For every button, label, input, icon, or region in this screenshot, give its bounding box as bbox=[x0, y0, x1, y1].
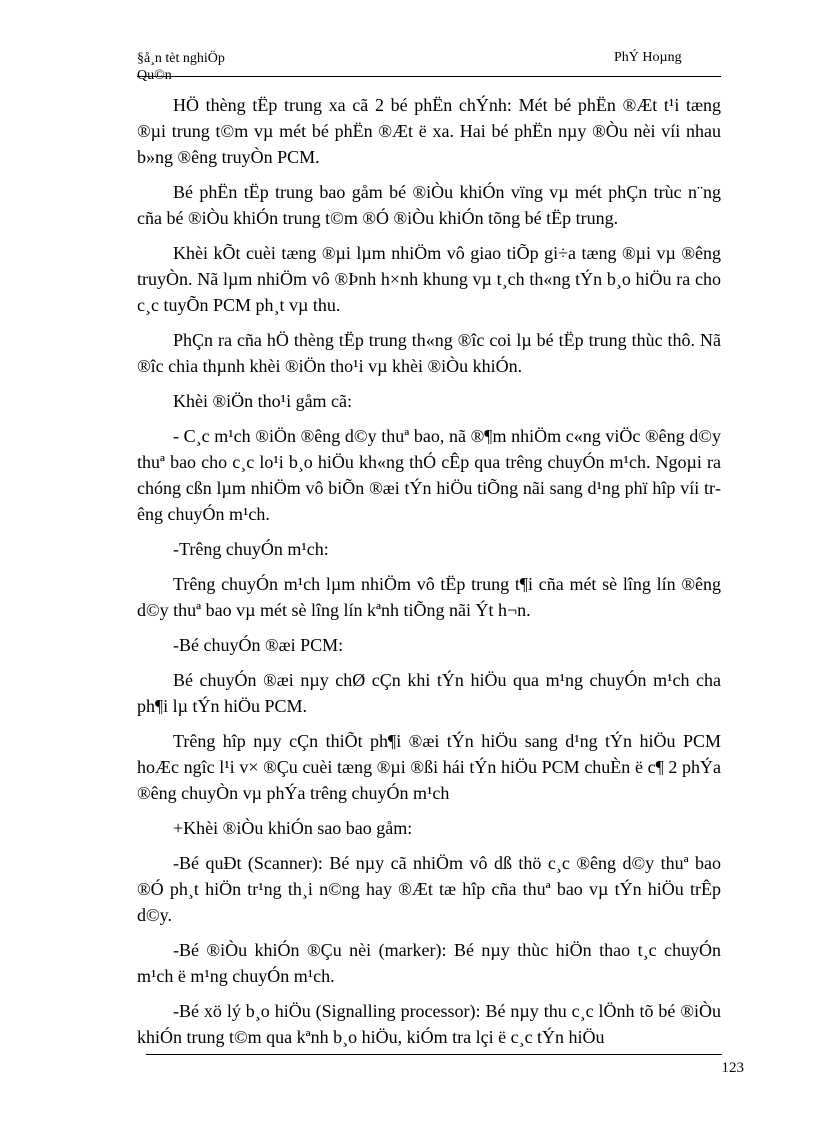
paragraph: -Bé chuyÓn ®æi PCM: bbox=[173, 635, 344, 655]
paragraph: - C¸c m¹ch ®iÖn ®êng d©y thuª bao, nã ®¶m nhiÖm c«ng viÖc ®êng d©y thuª bao cho c¸c lo¹i b¸o hiÖu kh«ng thÓ cÊp qua trêng chuyÓn m¹ch. Ngoµi ra chóng cßn lµm nhiÖm vô biÕn ®æi tÝn hiÖu tiÕng nãi sang d¹ng phï hîp víi trêng chuyÓn m¹ch. bbox=[137, 426, 721, 524]
body-text bbox=[137, 92, 721, 1059]
paragraph: -Trêng chuyÓn m¹ch: bbox=[173, 539, 329, 559]
paragraph: Bé phËn tËp trung bao gåm bé ®iÒu khiÓn vïng vµ mét phÇn trùc n¨ng cña bé ®iÒu khiÓn trung t©m ®Ó ®iÒu khiÓn tõng bé tËp trung. bbox=[137, 182, 721, 228]
paragraph: -Bé ®iÒu khiÓn ®Çu nèi (marker): Bé nµy thùc hiÖn thao t¸c chuyÓn m¹ch ë m¹ng chuyÓn m¹ch. bbox=[137, 940, 721, 986]
paragraph: Trêng chuyÓn m¹ch lµm nhiÖm vô tËp trung t¶i cña mét sè lîng lín ®êng d©y thuª bao vµ mét sè lîng lín kªnh tiÕng nãi Ýt h¬n. bbox=[137, 574, 721, 620]
header-author: PhÝ Hoµng bbox=[614, 50, 682, 65]
footer-divider bbox=[146, 1054, 722, 1055]
header-left bbox=[137, 50, 225, 84]
header-subtitle: Qu©n bbox=[137, 68, 172, 83]
paragraph: Khèi ®iÖn tho¹i gåm cã: bbox=[173, 391, 353, 411]
paragraph: +Khèi ®iÒu khiÓn sao bao gåm: bbox=[173, 818, 413, 838]
paragraph: HÖ thèng tËp trung xa cã 2 bé phËn chÝnh: Mét bé phËn ®Æt t¹i tæng ®µi trung t©m vµ mét bé phËn ®Æt ë xa. Hai bé phËn nµy ®Òu nèi víi nhau b»ng ®êng truyÒn PCM. bbox=[137, 95, 721, 167]
page-number: 123 bbox=[721, 1060, 744, 1076]
paragraph: Bé chuyÓn ®æi nµy chØ cÇn khi tÝn hiÖu qua m¹ng chuyÓn m¹ch cha ph¶i lµ tÝn hiÖu PCM. bbox=[137, 670, 721, 716]
header-divider bbox=[137, 76, 721, 77]
paragraph: PhÇn ra cña hÖ thèng tËp trung th«ng ®îc coi lµ bé tËp trung thùc thô. Nã ®îc chia thµnh khèi ®iÖn tho¹i vµ khèi ®iÒu khiÓn. bbox=[137, 330, 721, 376]
paragraph: Trêng hîp nµy cÇn thiÕt ph¶i ®æi tÝn hiÖu sang d¹ng tÝn hiÖu PCM hoÆc ngîc l¹i v× ®Çu cuèi tæng ®µi ®ßi hái tÝn hiÖu PCM chuÈn ë c¶ 2 phÝa ®êng chuyÒn vµ phÝa trêng chuyÓn m¹ch bbox=[137, 731, 721, 803]
paragraph: Khèi kÕt cuèi tæng ®µi lµm nhiÖm vô giao tiÕp gi÷a tæng ®µi vµ ®êng truyÒn. Nã lµm nhiÖm vô ®Þnh h×nh khung vµ t¸ch th«ng tÝn b¸o hiÖu ra cho c¸c tuyÕn PCM ph¸t vµ thu. bbox=[137, 243, 721, 315]
paragraph: -Bé xö lý b¸o hiÖu (Signalling processor): Bé nµy thu c¸c lÖnh tõ bé ®iÒu khiÓn trung t©m qua kªnh b¸o hiÖu, kiÓm tra lçi ë c¸c tÝn hiÖu bbox=[137, 1001, 721, 1047]
paragraph: -Bé quÐt (Scanner): Bé nµy cã nhiÖm vô dß thö c¸c ®êng d©y thuª bao ®Ó ph¸t hiÖn tr¹ng th¸i n©ng hay ®Æt tæ hîp cña thuª bao vµ tÝn hiÖu trÊp d©y. bbox=[137, 853, 721, 925]
header-title: §å¸n tèt nghiÖp bbox=[137, 51, 225, 66]
